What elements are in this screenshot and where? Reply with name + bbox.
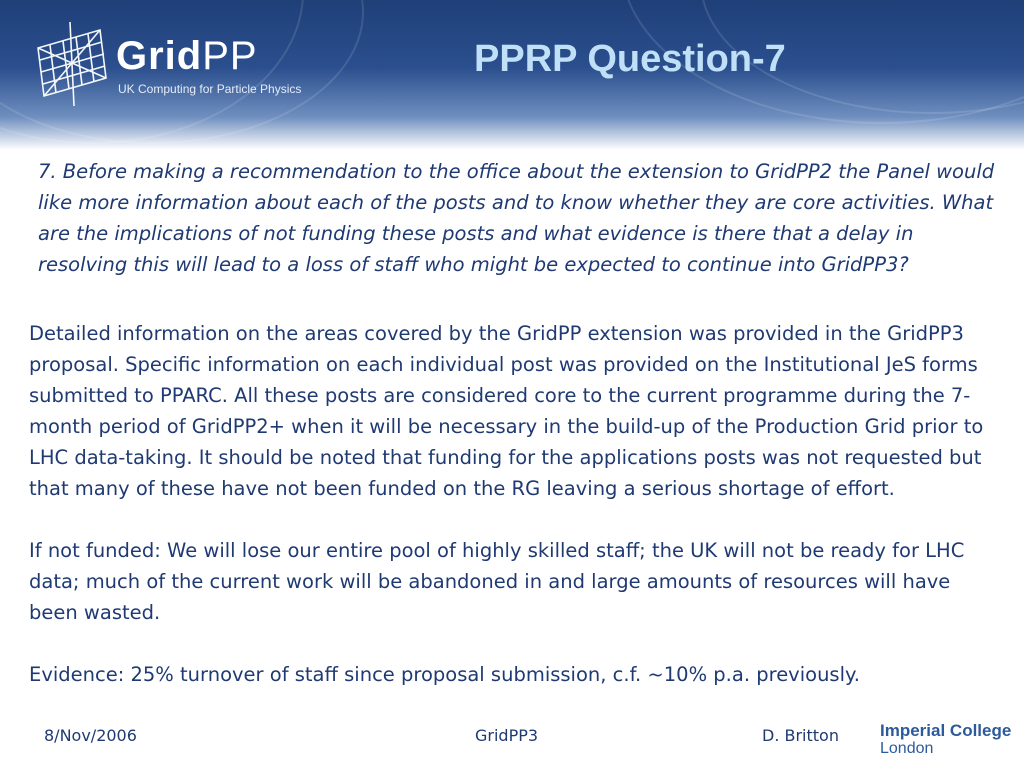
- footer-center-label: GridPP3: [475, 726, 539, 745]
- question-text: 7. Before making a recommendation to the office about the extension to GridPP2 the Panel would like more information about each of the posts and to know whether they are core activities. What are the implications of not funding these posts and what evidence is there that a delay in resolving this will lead to a loss of staff who might be expected to continue into GridPP3?: [38, 160, 995, 276]
- logo-tagline: UK Computing for Particle Physics: [118, 82, 302, 96]
- grid-globe-icon: [30, 18, 112, 108]
- logo-name-light: PP: [202, 34, 258, 78]
- slide-title: PPRP Question-7: [474, 38, 786, 80]
- slide-header: [0, 0, 1024, 150]
- answer-paragraph-details: Detailed information on the areas covered by the GridPP extension was provided in the GridPP3 proposal. Specific information on each individual post was provided on the Institutional JeS forms submitted to PPARC. All these posts are considered core to the current programme during the 7-month period of GridPP2+ when it will be necessary in the build-up of the Production Grid prior to LHC data-taking. It should be noted that funding for the applications posts was not requested but that many of these have not been funded on the RG leaving a serious shortage of effort.: [29, 322, 984, 500]
- logo-name-bold: Grid: [116, 34, 203, 78]
- slide-footer: [0, 722, 1024, 768]
- footer-date: 8/Nov/2006: [44, 726, 137, 745]
- answer-paragraph-evidence: Evidence: 25% turnover of staff since proposal submission, c.f. ~10% p.a. previously.: [29, 663, 860, 686]
- imperial-college-logo: [880, 722, 1011, 758]
- footer-author: D. Britton: [762, 726, 839, 745]
- answer-paragraph-if-not-funded: If not funded: We will lose our entire pool of highly skilled staff; the UK will not be ready for LHC data; much of the current work will be abandoned in and large amounts of resources will have been wasted.: [29, 539, 965, 624]
- imperial-logo-line2: London: [880, 740, 934, 757]
- gridpp-logo-text: [116, 34, 258, 79]
- answer-body: [29, 318, 1004, 690]
- imperial-logo-line1: Imperial College: [880, 721, 1012, 740]
